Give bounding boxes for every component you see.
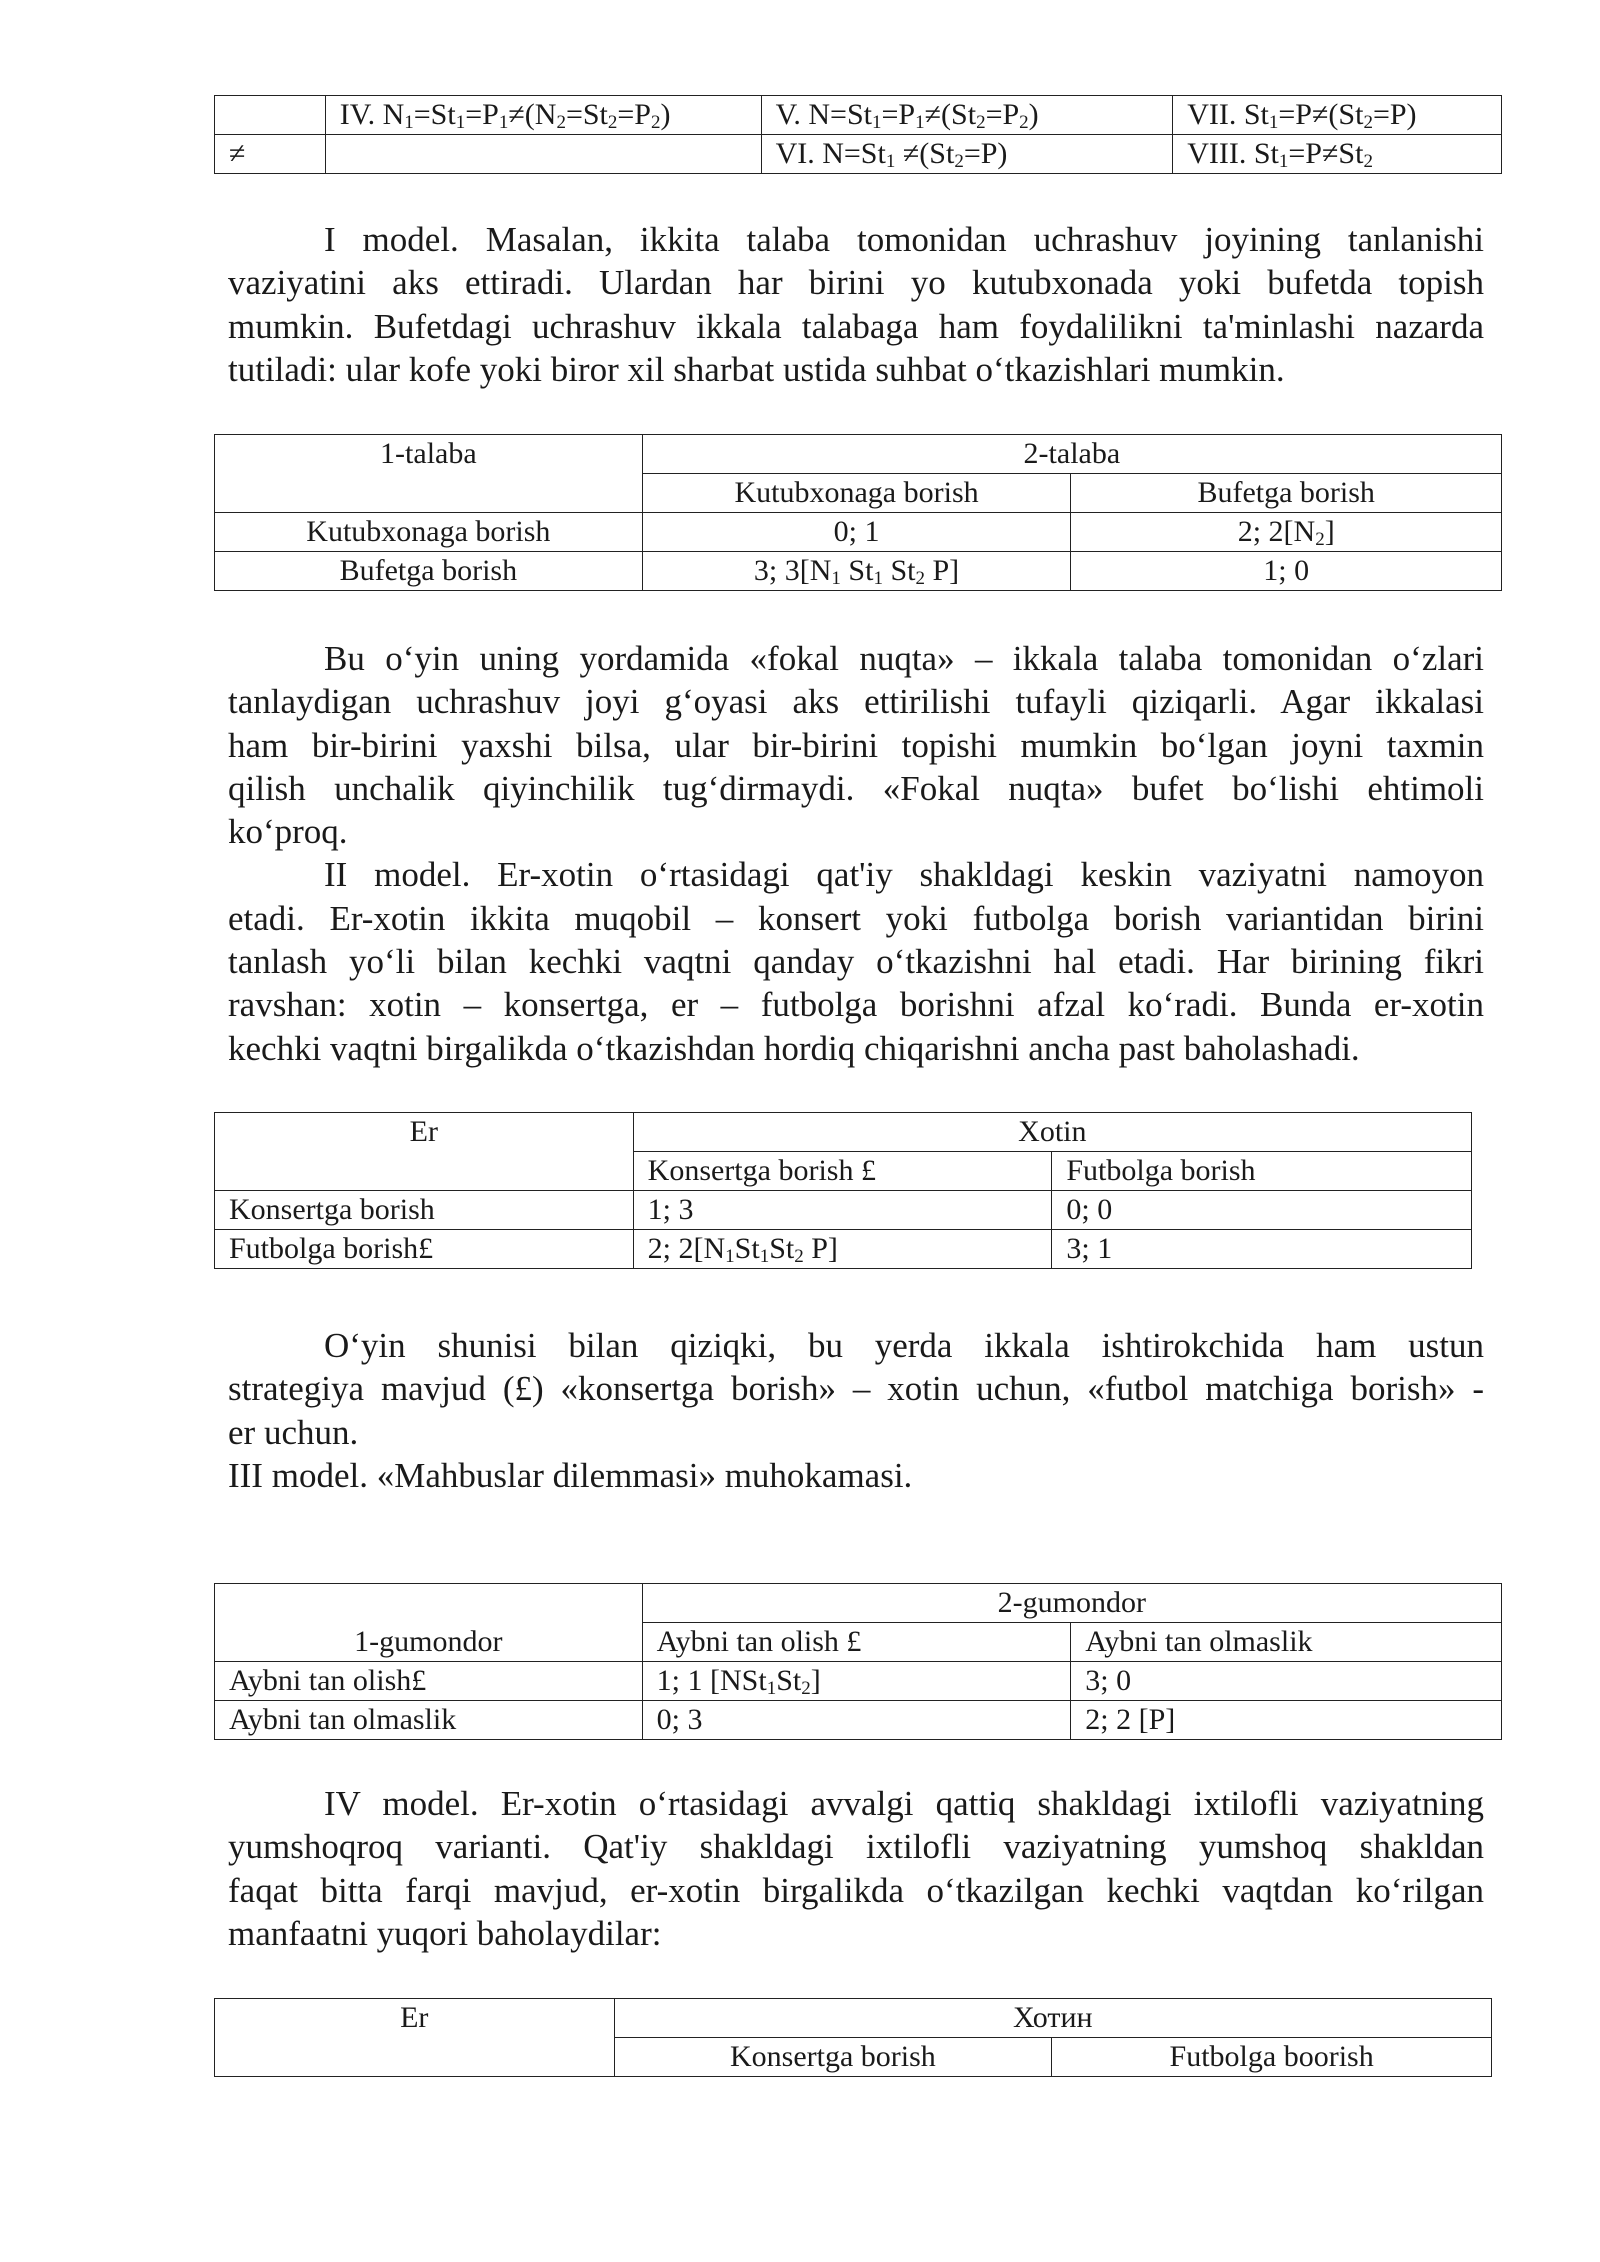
- table-cell: 1; 1 $[NSt_1St_2]$: [642, 1662, 1071, 1701]
- table-cell: Futbolga borish: [1052, 1152, 1472, 1191]
- table-cell-player2: 2-talaba: [642, 435, 1501, 474]
- payoff-table-couple: [214, 1112, 1472, 1269]
- table-row: [215, 1113, 1472, 1152]
- table-row: [215, 552, 1502, 591]
- table-cell-player1: Er: [215, 1999, 615, 2077]
- table-cell: Kutubxonaga borish: [215, 513, 643, 552]
- table-cell: Aybni tan olish£: [215, 1662, 643, 1701]
- text-line: ko‘proq.: [228, 812, 348, 852]
- payoff-table-couple-soft: [214, 1998, 1492, 2077]
- text-line: mumkin. Bufetdagi uchrashuv ikkala talabaga ham foydalilikni ta'minlashi nazarda: [228, 306, 1484, 346]
- payoff-table-prisoners: [214, 1583, 1502, 1740]
- table-cell: 2; $2[N_1St_1St_2$ P]: [633, 1230, 1052, 1269]
- table-cell: IV. $N_1=St_1=P_1\ne(N_2=St_2=P_2)$: [325, 96, 761, 135]
- text-line: kechki vaqtni birgalikda o‘tkazishdan hordiq chiqarishni ancha past baholashadi.: [228, 1028, 1360, 1068]
- text-line: qilish unchalik qiyinchilik tug‘dirmaydi. «Fokal nuqta» bufet bo‘lishi ehtimoli: [228, 768, 1484, 808]
- table-cell-player1: 1-gumondor: [215, 1584, 643, 1662]
- text-line: ham bir-birini yaxshi bilsa, ular bir-birini topishi mumkin bo‘lgan joyni taxmin: [228, 725, 1484, 765]
- table-cell: VII. $St_1=P\ne(St_2=P)$: [1173, 96, 1502, 135]
- table-cell: [215, 96, 326, 135]
- table-cell: 3; 1: [1052, 1230, 1472, 1269]
- table-row: [215, 1701, 1502, 1740]
- table-cell: ≠: [215, 135, 326, 174]
- table-row: [215, 1230, 1472, 1269]
- text-line: strategiya mavjud (£) «konsertga borish» – xotin uchun, «futbol matchiga borish» -: [228, 1369, 1484, 1409]
- table-cell: 3; $3[N_1$ $St_1$ $St_2$ P]: [642, 552, 1071, 591]
- table-cell: V. $N=St_1=P_1\ne(St_2=P_2)$: [761, 96, 1173, 135]
- table-cell: Konsertga borish: [614, 2038, 1052, 2077]
- table-cell: Konsertga borish £: [633, 1152, 1052, 1191]
- table-cell: 0; 0: [1052, 1191, 1472, 1230]
- table-row: [215, 1191, 1472, 1230]
- table-row: [215, 513, 1502, 552]
- table-cell: Aybni tan olish £: [642, 1623, 1071, 1662]
- table-cell: Futbolga borish£: [215, 1230, 634, 1269]
- text-line: II model. Er-xotin o‘rtasidagi qat'iy shakldagi keskin vaziyatni namoyon: [324, 855, 1484, 895]
- table-cell-player2: Хотин: [614, 1999, 1491, 2038]
- table-cell-player1: Er: [215, 1113, 634, 1191]
- table-cell: VIII. $St_1=P\ne St_2$: [1173, 135, 1502, 174]
- table-cell-player2: 2-gumondor: [642, 1584, 1501, 1623]
- text-line: tutiladi: ular kofe yoki biror xil sharbat ustida suhbat o‘tkazishlari mumkin.: [228, 349, 1285, 389]
- text-line: III model. «Mahbuslar dilemmasi» muhokamasi.: [228, 1455, 913, 1495]
- paragraph-model-2: [228, 637, 1484, 1070]
- text-line: IV model. Er-xotin o‘rtasidagi avvalgi qattiq shakldagi ixtilofli vaziyatning: [324, 1784, 1484, 1823]
- text-line: tanlaydigan uchrashuv joyi g‘oyasi aks ettirilishi tufayli qiziqarli. Agar ikkalasi: [228, 682, 1484, 722]
- table-cell: Bufetga borish: [1071, 474, 1502, 513]
- text-line: I model. Masalan, ikkita talaba tomonidan uchrashuv joyining tanlanishi: [324, 220, 1484, 259]
- classification-table: [214, 95, 1502, 174]
- table-cell: Aybni tan olmaslik: [215, 1701, 643, 1740]
- table-cell: Bufetga borish: [215, 552, 643, 591]
- text-line: etadi. Er-xotin ikkita muqobil – konsert yoki futbolga borish variantidan birini: [228, 898, 1484, 938]
- table-cell: 2; $2[N_2]$: [1071, 513, 1502, 552]
- text-line: er uchun.: [228, 1412, 359, 1452]
- table-cell: VI. $N=St_1 \ne(St_2=P)$: [761, 135, 1173, 174]
- text-line: tanlash yo‘li bilan kechki vaqtni qanday o‘tkazishni hal etadi. Har birining fikri: [228, 942, 1484, 982]
- text-line: manfaatni yuqori baholaydilar:: [228, 1913, 662, 1953]
- paragraph-model-1: [228, 218, 1484, 391]
- table-cell: Kutubxonaga borish: [642, 474, 1071, 513]
- table-row: [215, 96, 1502, 135]
- table-cell: Futbolga boorish: [1052, 2038, 1492, 2077]
- table-row: [215, 435, 1502, 474]
- payoff-table-students: [214, 434, 1502, 591]
- text-line: Bu o‘yin uning yordamida «fokal nuqta» – ikkala talaba tomonidan o‘zlari: [324, 639, 1484, 678]
- paragraph-model-4: [228, 1782, 1484, 1955]
- table-row: [215, 1662, 1502, 1701]
- table-cell-player2: Xotin: [633, 1113, 1471, 1152]
- table-cell: [325, 135, 761, 174]
- table-cell: 0; 1: [642, 513, 1071, 552]
- table-row: [215, 1584, 1502, 1623]
- table-row: [215, 1999, 1492, 2038]
- table-cell: Konsertga borish: [215, 1191, 634, 1230]
- table-cell: 2; 2 [P]: [1071, 1701, 1502, 1740]
- text-line: faqat bitta farqi mavjud, er-xotin birgalikda o‘tkazilgan kechki vaqtdan ko‘rilgan: [228, 1870, 1484, 1910]
- table-cell: Aybni tan olmaslik: [1071, 1623, 1502, 1662]
- table-cell: 3; 0: [1071, 1662, 1502, 1701]
- table-row: [215, 135, 1502, 174]
- table-cell-player1: 1-talaba: [215, 435, 643, 513]
- text-line: vaziyatini aks ettiradi. Ulardan har birini yo kutubxonada yoki bufetda topish: [228, 263, 1484, 303]
- table-cell: 0; 3: [642, 1701, 1071, 1740]
- table-cell: 1; 0: [1071, 552, 1502, 591]
- text-line: ravshan: xotin – konsertga, er – futbolga borishni afzal ko‘radi. Bunda er-xotin: [228, 985, 1484, 1025]
- text-line: yumshoqroq varianti. Qat'iy shakldagi ixtilofli vaziyatning yumshoq shakldan: [228, 1827, 1484, 1867]
- text-line: O‘yin shunisi bilan qiziqki, bu yerda ikkala ishtirokchida ham ustun: [324, 1326, 1484, 1365]
- paragraph-model-3: [228, 1324, 1484, 1497]
- table-cell: 1; 3: [633, 1191, 1052, 1230]
